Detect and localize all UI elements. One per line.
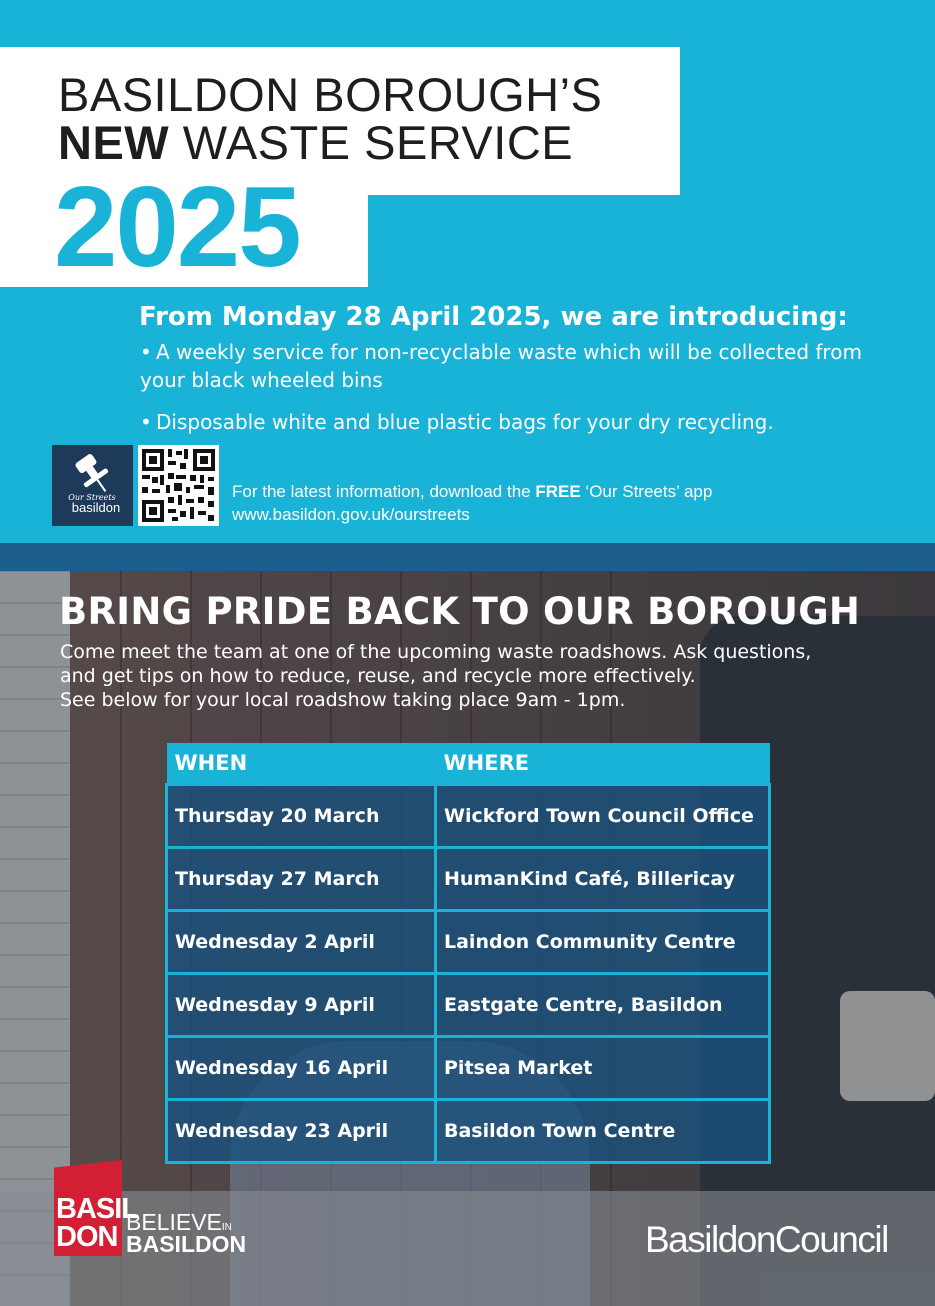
table-row xyxy=(167,785,770,848)
cell-when: Wednesday 23 April xyxy=(167,1100,436,1163)
year-heading: 2025 xyxy=(54,164,300,291)
our-streets-app-logo[interactable] xyxy=(52,445,133,526)
table-row xyxy=(167,1100,770,1163)
page-title-line2 xyxy=(58,118,573,168)
cell-when: Thursday 20 March xyxy=(167,785,436,848)
intro-bullet xyxy=(140,338,900,394)
logo-script-text: Our Streets xyxy=(68,493,116,502)
pin-icon xyxy=(52,445,133,526)
pride-description xyxy=(60,640,910,712)
bullet-text: Disposable white and blue plastic bags for your dry recycling. xyxy=(156,410,774,434)
app-info-line xyxy=(232,480,712,503)
cell-when: Thursday 27 March xyxy=(167,848,436,911)
intro-heading: From Monday 28 April 2025, we are introducing: xyxy=(139,302,848,332)
table-row xyxy=(167,911,770,974)
column-header-where: WHERE xyxy=(436,743,770,785)
cell-where: HumanKind Café, Billericay xyxy=(436,848,770,911)
intro-bullet xyxy=(140,408,900,436)
app-info-free: FREE xyxy=(535,482,581,501)
cell-where: Pitsea Market xyxy=(436,1037,770,1100)
pride-line: See below for your local roadshow taking place 9am - 1pm. xyxy=(60,689,626,711)
qr-code-icon xyxy=(138,445,219,526)
believe-basildon-word: BASILDON xyxy=(126,1231,247,1257)
table-row xyxy=(167,974,770,1037)
app-info xyxy=(232,480,712,526)
column-header-when: WHEN xyxy=(167,743,436,785)
app-info-prefix: For the latest information, download the xyxy=(232,482,536,501)
cell-when: Wednesday 16 April xyxy=(167,1037,436,1100)
believe-word: BELIEVE xyxy=(126,1209,222,1235)
app-info-suffix: ‘Our Streets’ app xyxy=(580,482,713,501)
bullet-marker: • xyxy=(140,410,152,434)
table-row xyxy=(167,1037,770,1100)
qr-code[interactable] xyxy=(138,445,219,526)
bullet-marker: • xyxy=(140,340,152,364)
divider-strip xyxy=(0,543,935,571)
pride-line: Come meet the team at one of the upcoming waste roadshows. Ask questions, xyxy=(60,641,812,663)
bullet-text: A weekly service for non-recyclable waste which will be collected from your black wheeled bins xyxy=(140,340,862,392)
cell-where: Basildon Town Centre xyxy=(436,1100,770,1163)
cell-where: Laindon Community Centre xyxy=(436,911,770,974)
title-bold-word: NEW xyxy=(58,116,170,169)
table-header-row xyxy=(167,743,770,785)
pride-heading: BRING PRIDE BACK TO OUR BOROUGH xyxy=(59,590,861,633)
app-url-link[interactable]: www.basildon.gov.uk/ourstreets xyxy=(232,505,470,524)
cell-when: Wednesday 2 April xyxy=(167,911,436,974)
cell-where: Wickford Town Council Office xyxy=(436,785,770,848)
roadshow-table xyxy=(165,743,771,1164)
table-row xyxy=(167,848,770,911)
title-rest: WASTE SERVICE xyxy=(169,116,574,169)
cell-where: Eastgate Centre, Basildon xyxy=(436,974,770,1037)
page-title-line1: BASILDON BOROUGH’S xyxy=(58,68,603,121)
logo-word-text: basildon xyxy=(71,500,121,515)
basildon-council-logo: BasildonCouncil xyxy=(645,1219,888,1260)
believe-in-word: IN xyxy=(221,1222,232,1233)
logo-word-don: DON xyxy=(56,1221,118,1253)
cell-when: Wednesday 9 April xyxy=(167,974,436,1037)
pride-line: and get tips on how to reduce, reuse, and recycle more effectively. xyxy=(60,665,696,687)
logo-word-basil: BASIL xyxy=(56,1193,138,1225)
